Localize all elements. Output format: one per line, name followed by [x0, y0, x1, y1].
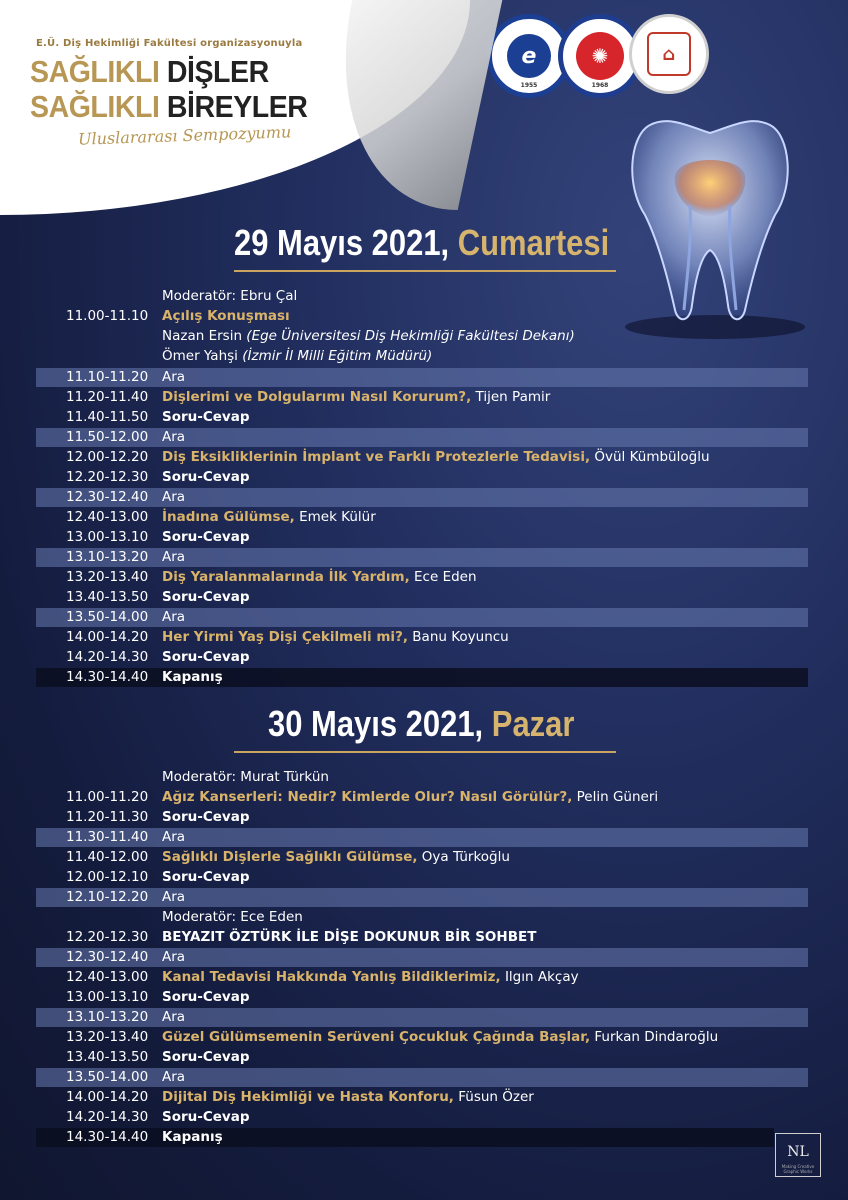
- dental-faculty-logo: ✺ 1968: [558, 14, 642, 98]
- list-item: 13.50-14.00 Ara: [36, 1068, 808, 1087]
- designer-logo: NL Making Creative Graphic Works: [775, 1133, 821, 1177]
- title-line-2: SAĞLIKLI BİREYLER: [30, 89, 308, 124]
- list-item: 11.00-11.20 Ağız Kanserleri: Nedir? Kimlerde Olur? Nasıl Görülür?, Pelin Güneri: [66, 789, 659, 805]
- list-item: 12.40-13.00 İnadına Gülümse, Emek Külür: [66, 509, 376, 525]
- day2-underline: [234, 751, 616, 753]
- list-item: 11.30-11.40 Ara: [36, 828, 808, 847]
- list-item: 12.30-12.40 Ara: [36, 488, 808, 507]
- list-item: 13.10-13.20 Ara: [36, 548, 808, 567]
- moderator: Moderatör: Murat Türkün: [162, 769, 329, 785]
- list-item: Ömer Yahşi (İzmir İl Milli Eğitim Müdürü): [162, 348, 433, 364]
- day1-heading: 29 Mayıs 2021, Cumartesi: [234, 222, 610, 263]
- list-item: 11.40-12.00 Sağlıklı Dişlerle Sağlıklı Gülümse, Oya Türkoğlu: [66, 849, 510, 865]
- list-item: 13.00-13.10 Soru-Cevap: [66, 529, 250, 545]
- organizer-text: E.Ü. Diş Hekimliği Fakültesi organizasyonuyla: [36, 38, 303, 49]
- list-item: [36, 908, 808, 927]
- title-line-1: SAĞLIKLI DİŞLER: [30, 54, 269, 89]
- list-item: 14.20-14.30 Soru-Cevap: [66, 649, 250, 665]
- list-item: 11.20-11.30 Soru-Cevap: [66, 809, 250, 825]
- izmir-education-logo: ⌂: [629, 14, 709, 94]
- list-item: [36, 768, 808, 787]
- list-item: 14.30-14.40 Kapanış: [36, 1128, 774, 1147]
- list-item: 14.00-14.20 Dijital Diş Hekimliği ve Hasta Konforu, Füsun Özer: [66, 1089, 534, 1105]
- list-item: Nazan Ersin (Ege Üniversitesi Diş Hekimliği Fakültesi Dekanı): [162, 328, 575, 344]
- list-item: 11.50-12.00 Ara: [36, 428, 808, 447]
- list-item: 13.10-13.20 Ara: [36, 1008, 808, 1027]
- subtitle: Uluslararası Sempozyumu: [77, 122, 292, 149]
- list-item: 13.50-14.00 Ara: [36, 608, 808, 627]
- list-item: 13.00-13.10 Soru-Cevap: [66, 989, 250, 1005]
- list-item: 13.40-13.50 Soru-Cevap: [66, 589, 250, 605]
- list-item: 11.20-11.40 Dişlerimi ve Dolgularımı Nasıl Korurum?, Tijen Pamir: [66, 389, 551, 405]
- list-item: 14.20-14.30 Soru-Cevap: [66, 1109, 250, 1125]
- list-item: 11.00-11.10 Açılış Konuşması: [66, 308, 290, 324]
- list-item: 12.40-13.00 Kanal Tedavisi Hakkında Yanlış Bildiklerimiz, Ilgın Akçay: [66, 969, 579, 985]
- list-item: 13.20-13.40 Güzel Gülümsemenin Serüveni Çocukluk Çağında Başlar, Furkan Dindaroğlu: [66, 1029, 719, 1045]
- list-item: 14.00-14.20 Her Yirmi Yaş Dişi Çekilmeli mi?, Banu Koyuncu: [66, 629, 509, 645]
- list-item: 12.00-12.10 Soru-Cevap: [66, 869, 250, 885]
- list-item: 13.40-13.50 Soru-Cevap: [66, 1049, 250, 1065]
- list-item: 14.30-14.40 Kapanış: [36, 668, 808, 687]
- list-item: 11.10-11.20 Ara: [36, 368, 808, 387]
- tooth-illustration: [610, 95, 810, 345]
- day2-heading: 30 Mayıs 2021, Pazar: [268, 703, 575, 744]
- list-item: 13.20-13.40 Diş Yaralanmalarında İlk Yardım, Ece Eden: [66, 569, 477, 585]
- list-item: 12.10-12.20 Ara: [36, 888, 808, 907]
- moderator: Moderatör: Ece Eden: [162, 909, 303, 925]
- list-item: 11.40-11.50 Soru-Cevap: [66, 409, 250, 425]
- list-item: 12.20-12.30 Soru-Cevap: [66, 469, 250, 485]
- list-item: 12.30-12.40 Ara: [36, 948, 808, 967]
- list-item: 12.20-12.30 BEYAZIT ÖZTÜRK İLE DİŞE DOKUNUR BİR SOHBET: [66, 929, 537, 945]
- ege-university-logo: e 1955: [487, 14, 571, 98]
- day1-underline: [234, 270, 616, 272]
- moderator: Moderatör: Ebru Çal: [162, 288, 298, 304]
- list-item: 12.00-12.20 Diş Eksikliklerinin İmplant ve Farklı Protezlerle Tedavisi, Övül Kümbüloğlu: [66, 449, 710, 465]
